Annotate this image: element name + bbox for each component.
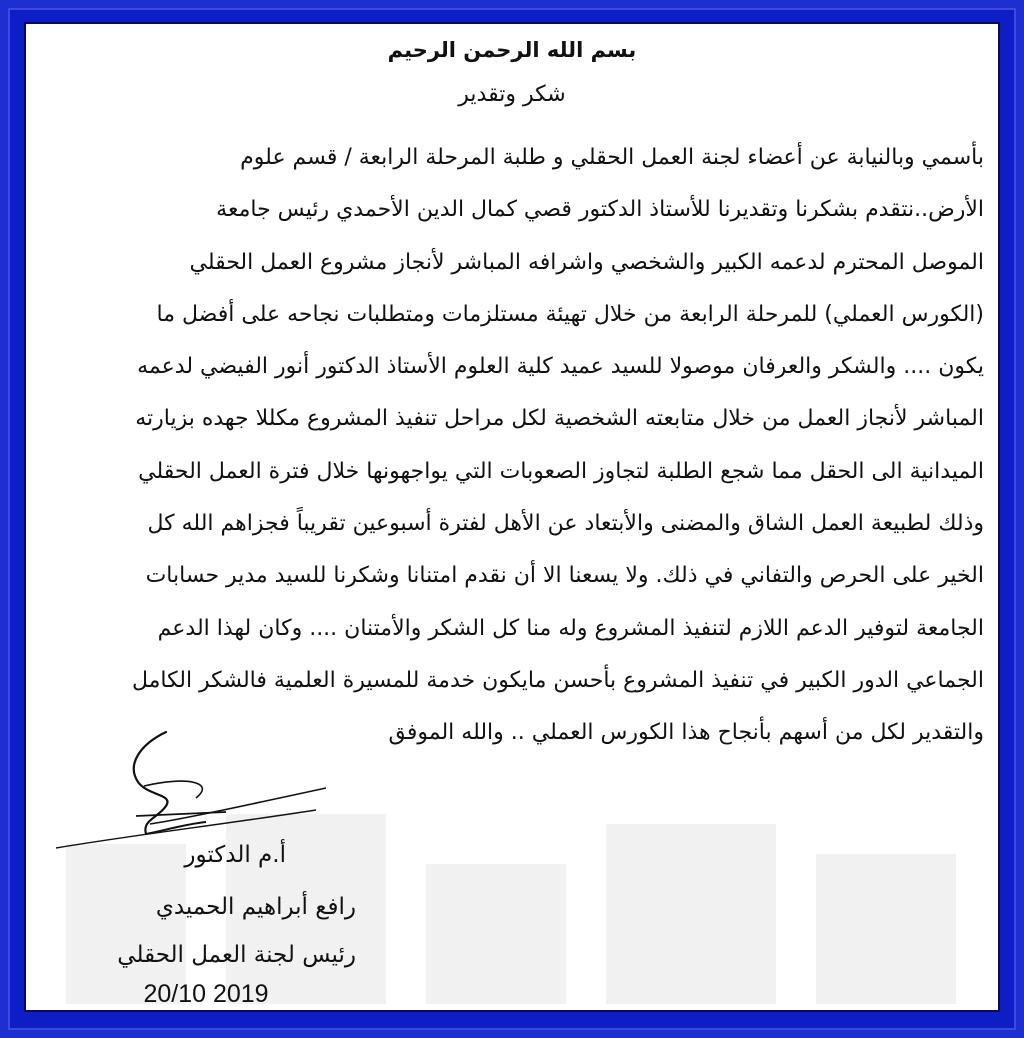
signatory-title: أ.م الدكتور	[184, 842, 286, 868]
body-line: الجامعة لتوفير الدعم اللازم لتنفيذ المشروع وله منا كل الشكر والأمتنان .... وكان لهذا الدعم	[157, 615, 984, 641]
body-line: الخير على الحرص والتفاني في ذلك. ولا يسعنا الا أن نقدم امتنانا وشكرنا للسيد مدير حسابات	[145, 563, 984, 589]
body-line: الجماعي الدور الكبير في تنفيذ المشروع بأحسن مايكون خدمة للمسيرة العلمية فالشكر الكامل	[131, 667, 984, 693]
body-line: (الكورس العملي) للمرحلة الرابعة من خلال تهيئة مستلزمات ومتطلبات نجاحه على أفضل ما	[156, 301, 984, 327]
body-line: وذلك لطبيعة العمل الشاق والمضنى والأبتعاد عن الأهل لفترة أسبوعين تقريباً فجزاهم الله كل	[147, 511, 984, 537]
letter-date: 20/10 2019	[143, 980, 269, 1008]
body-line: الموصل المحترم لدعمه الكبير والشخصي واشرافه المباشر لأنجاز مشروع العمل الحقلي	[189, 249, 984, 275]
body-line: بأسمي وبالنيابة عن أعضاء لجنة العمل الحقلي و طلبة المرحلة الرابعة / قسم علوم	[240, 145, 984, 170]
signatory-name: رافع أبراهيم الحميدي	[155, 894, 356, 920]
body-line: الميدانية الى الحقل مما شجع الطلبة لتجاوز الصعوبات التي يواجهونها خلال فترة العمل الحقلي	[138, 458, 984, 484]
letter-subtitle: شكر وتقدير	[458, 82, 566, 107]
letter-body	[26, 132, 990, 760]
body-line: المباشر لأنجاز العمل من خلال متابعته الشخصية لكل مراحل تنفيذ المشروع مكللا جهده بزيارته	[135, 406, 984, 432]
body-line: والتقدير لكل من أسهم بأنجاح هذا الكورس العملي .. والله الموفق	[388, 720, 984, 746]
letter-page	[26, 24, 998, 1010]
basmala-heading: بسم الله الرحمن الرحيم	[387, 38, 637, 62]
signatory-role: رئيس لجنة العمل الحقلي	[117, 942, 356, 968]
body-line: الأرض..نتقدم بشكرنا وتقديرنا للأستاذ الدكتور قصي كمال الدين الأحمدي رئيس جامعة	[216, 197, 984, 223]
body-line: يكون .... والشكر والعرفان موصولا للسيد عميد كلية العلوم الأستاذ الدكتور أنور الفيضي لدعمه	[137, 354, 984, 380]
